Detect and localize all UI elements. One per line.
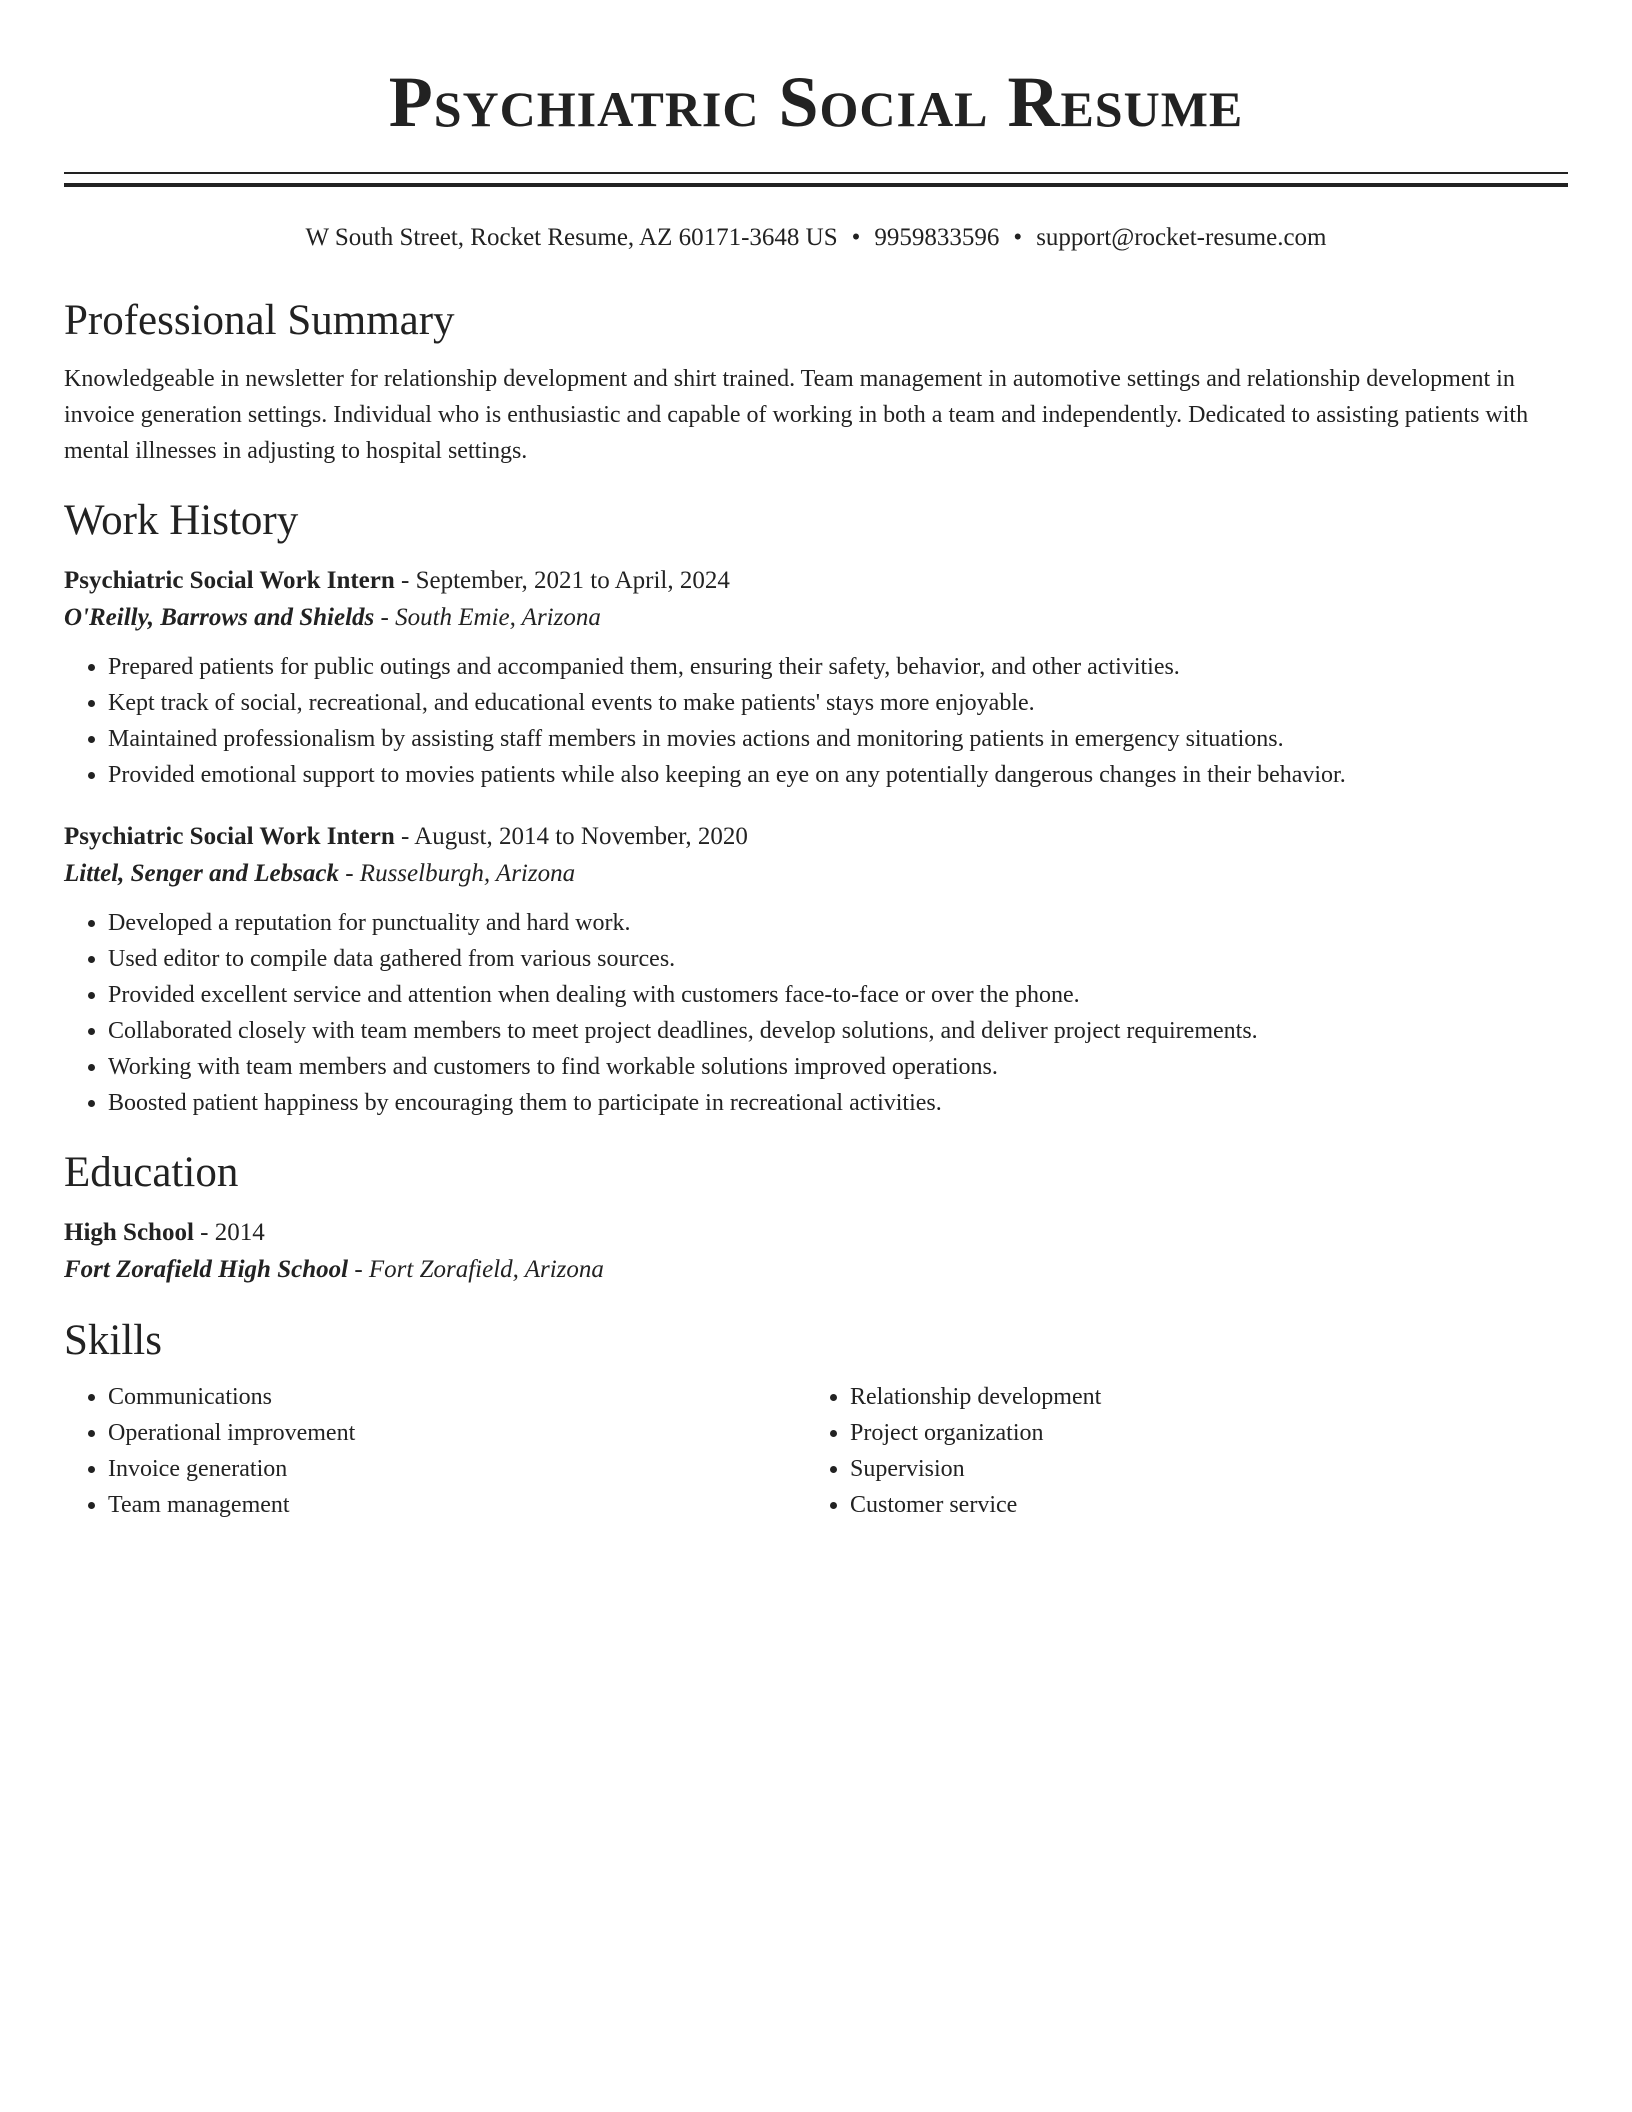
job-company: O'Reilly, Barrows and Shields <box>64 604 375 631</box>
job-duty: • Working with team members and customers to find workable solutions improved operations. <box>108 1049 1568 1085</box>
contact-address: W South Street, Rocket Resume, AZ 60171-3648 US <box>305 224 838 251</box>
job-duty: • Developed a reputation for punctuality and hard work. <box>108 905 1568 941</box>
skills-column-right <box>806 1379 1548 1523</box>
job-company: Littel, Senger and Lebsack <box>64 860 339 887</box>
skill-item: • Customer service <box>850 1487 1548 1523</box>
contact-separator: • <box>1013 224 1023 251</box>
skill-item: • Supervision <box>850 1451 1548 1487</box>
skill-item: • Project organization <box>850 1415 1548 1451</box>
education-institution <box>64 1251 1568 1289</box>
job-duty: • Collaborated closely with team members to meet project deadlines, develop solutions, and deliver project requirements. <box>108 1013 1568 1049</box>
job-duty: • Kept track of social, recreational, and educational events to make patients' stays more enjoyable. <box>108 685 1568 721</box>
job-duty: • Maintained professionalism by assisting staff members in movies actions and monitoring patients in emergency situations. <box>108 721 1568 757</box>
skill-item: • Relationship development <box>850 1379 1548 1415</box>
skill-item: • Communications <box>108 1379 806 1415</box>
job-location: - Russelburgh, Arizona <box>338 860 576 887</box>
contact-phone: 9959833596 <box>874 224 1000 251</box>
job-header <box>64 819 1568 855</box>
skills-column-left <box>64 1379 806 1523</box>
job-duty: • Prepared patients for public outings and accompanied them, ensuring their safety, behavior, and other activities. <box>108 649 1568 685</box>
contact-separator: • <box>851 224 861 251</box>
skills-grid <box>64 1379 1568 1523</box>
job-entry <box>64 563 1568 793</box>
job-employer <box>64 599 1568 637</box>
summary-heading: Professional Summary <box>64 297 455 344</box>
job-duties-list <box>64 905 1568 1121</box>
education-header <box>64 1215 1568 1251</box>
job-duty: • Used editor to compile data gathered from various sources. <box>108 941 1568 977</box>
education-degree: High School <box>64 1219 194 1246</box>
summary-text: Knowledgeable in newsletter for relationship development and shirt trained. Team management in automotive settings and relationship development in invoice generation settings. Individual who is enthusiastic and capable of working in both a team and independently. Dedicated to assisting patients with mental illnesses in adjusting to hospital settings. <box>64 366 1529 464</box>
skill-item: • Operational improvement <box>108 1415 806 1451</box>
job-duties-list <box>64 649 1568 793</box>
job-employer <box>64 855 1568 893</box>
education-location: - Fort Zorafield, Arizona <box>348 1256 604 1283</box>
header-double-rule <box>64 172 1568 187</box>
job-duty: • Boosted patient happiness by encouraging them to participate in recreational activities. <box>108 1085 1568 1121</box>
skill-item: • Invoice generation <box>108 1451 806 1487</box>
job-entry <box>64 819 1568 1121</box>
job-duty: • Provided excellent service and attention when dealing with customers face-to-face or over the phone. <box>108 977 1568 1013</box>
resume-title: Psychiatric Social Resume <box>388 62 1244 142</box>
education-heading: Education <box>64 1149 239 1196</box>
job-dates: - August, 2014 to November, 2020 <box>394 823 748 850</box>
job-header <box>64 563 1568 599</box>
job-role: Psychiatric Social Work Intern <box>64 567 395 594</box>
job-dates: - September, 2021 to April, 2024 <box>394 567 730 594</box>
work-history-heading: Work History <box>64 497 299 544</box>
education-year: - 2014 <box>193 1219 265 1246</box>
job-duty: • Provided emotional support to movies patients while also keeping an eye on any potentially dangerous changes in their behavior. <box>108 757 1568 793</box>
skills-heading: Skills <box>64 1317 162 1364</box>
skill-item: • Team management <box>108 1487 806 1523</box>
job-role: Psychiatric Social Work Intern <box>64 823 395 850</box>
contact-email: support@rocket-resume.com <box>1036 224 1327 251</box>
education-school: Fort Zorafield High School <box>64 1256 349 1283</box>
contact-line <box>64 221 1568 255</box>
job-location: - South Emie, Arizona <box>374 604 601 631</box>
